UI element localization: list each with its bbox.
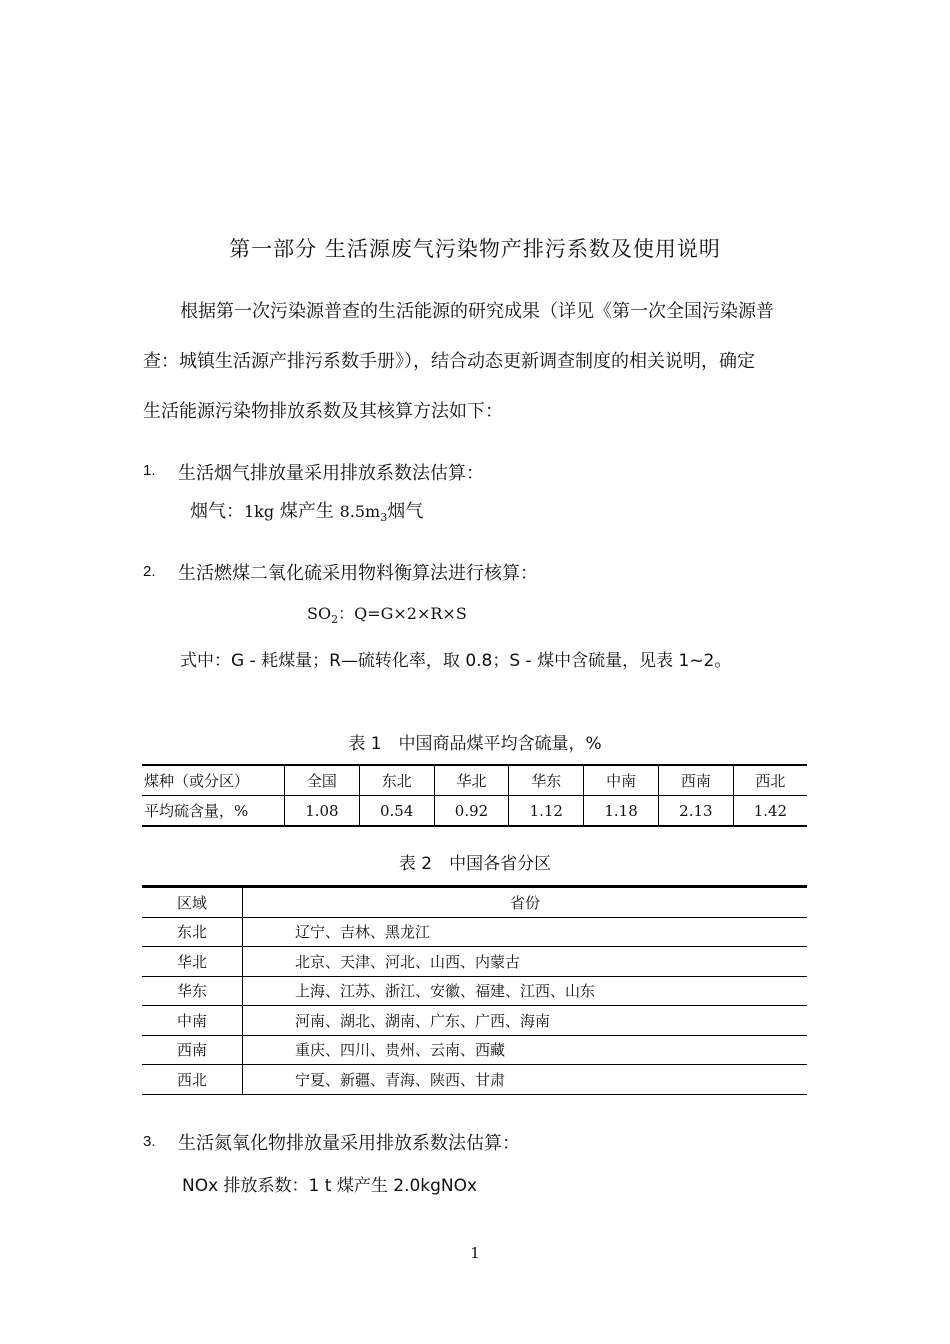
- table-cell: 1.18: [584, 796, 659, 827]
- section-2-formula: [307, 601, 467, 626]
- table-cell: 华北: [142, 947, 243, 977]
- table-cell: 1.12: [509, 796, 584, 827]
- table-2-caption: 表 2 中国各省分区: [398, 854, 552, 874]
- table-cell: 西北: [733, 765, 807, 796]
- table-cell: 华东: [509, 765, 584, 796]
- formula-prefix: 烟气：: [190, 501, 244, 522]
- table-cell: 区域: [142, 887, 243, 918]
- table-row: [142, 1006, 807, 1036]
- table-cell: 0.92: [434, 796, 509, 827]
- section-1-number: 1.: [143, 462, 156, 479]
- table-cell: 中南: [584, 765, 659, 796]
- table-cell: 西南: [142, 1035, 243, 1065]
- section-3-number: 3.: [143, 1133, 156, 1150]
- page-title: 第一部分 生活源废气污染物产排污系数及使用说明: [229, 237, 721, 261]
- table-cell: 西北: [142, 1065, 243, 1095]
- formula-mass: 1kg: [244, 502, 275, 521]
- intro-line-2: 查：城镇生活源产排污系数手册》），结合动态更新调查制度的相关说明，确定: [143, 351, 755, 372]
- section-2-number: 2.: [143, 563, 156, 580]
- table-cell: 华北: [434, 765, 509, 796]
- section-1-heading: 生活烟气排放量采用排放系数法估算：: [178, 463, 484, 484]
- table-cell: 上海、江苏、浙江、安徽、福建、江西、山东: [243, 976, 808, 1006]
- formula-subscript: 3: [380, 511, 388, 524]
- intro-line-3: 生活能源污染物排放系数及其核算方法如下：: [143, 401, 503, 422]
- table-cell: 北京、天津、河北、山西、内蒙古: [243, 947, 808, 977]
- table-row: [142, 976, 807, 1006]
- section-3-heading: 生活氮氧化物排放量采用排放系数法估算：: [178, 1133, 520, 1154]
- table-cell: 全国: [285, 765, 360, 796]
- table-cell: 平均硫含量，%: [144, 802, 249, 820]
- table-1-caption: 表 1 中国商品煤平均含硫量，%: [348, 734, 602, 754]
- section-2-explanation: 式中：G - 耗煤量；R—硫转化率，取 0.8；S - 煤中含硫量，见表 1~2。: [180, 651, 732, 671]
- table-cell: 煤种（或分区）: [142, 765, 285, 796]
- table-row: [142, 1065, 807, 1095]
- table-cell: 华东: [142, 976, 243, 1006]
- table-cell: 西南: [658, 765, 733, 796]
- table-cell: 0.54: [359, 796, 434, 827]
- table-cell: 辽宁、吉林、黑龙江: [243, 917, 808, 947]
- formula-subscript-2: 2: [331, 613, 339, 626]
- formula-equation: ：Q=G×2×R×S: [338, 604, 467, 623]
- sulfur-content-table: [142, 764, 807, 827]
- table-cell: 2.13: [658, 796, 733, 827]
- section-2-heading: 生活燃煤二氧化硫采用物料衡算法进行核算：: [178, 563, 538, 584]
- intro-line-1: 根据第一次污染源普查的生活能源的研究成果（详见《第一次全国污染源普: [180, 301, 774, 322]
- table-row: [142, 796, 807, 827]
- table-cell: 河南、湖北、湖南、广东、广西、海南: [243, 1006, 808, 1036]
- table-cell: 重庆、四川、贵州、云南、西藏: [243, 1035, 808, 1065]
- table-cell: 东北: [142, 917, 243, 947]
- formula-so: SO: [307, 604, 332, 623]
- table-cell: 东北: [359, 765, 434, 796]
- table-cell: 1.08: [285, 796, 360, 827]
- province-region-table: [142, 885, 807, 1095]
- table-row: [142, 947, 807, 977]
- formula-verb: 煤产生: [274, 501, 340, 522]
- formula-volume: 8.5m: [339, 502, 381, 521]
- table-row: [142, 1035, 807, 1065]
- table-header-row: [142, 887, 807, 918]
- formula-unit: 烟气: [387, 501, 424, 522]
- table-cell: 1.42: [733, 796, 807, 827]
- section-1-formula: [190, 497, 423, 524]
- table-header-row: [142, 765, 807, 796]
- table-cell: 中南: [142, 1006, 243, 1036]
- page-number: 1: [470, 1244, 480, 1262]
- table-row: [142, 917, 807, 947]
- table-cell: 省份: [243, 887, 808, 918]
- section-3-formula: NOx 排放系数：1 t 煤产生 2.0kgNOx: [182, 1176, 478, 1196]
- table-cell: 宁夏、新疆、青海、陕西、甘肃: [295, 1070, 506, 1089]
